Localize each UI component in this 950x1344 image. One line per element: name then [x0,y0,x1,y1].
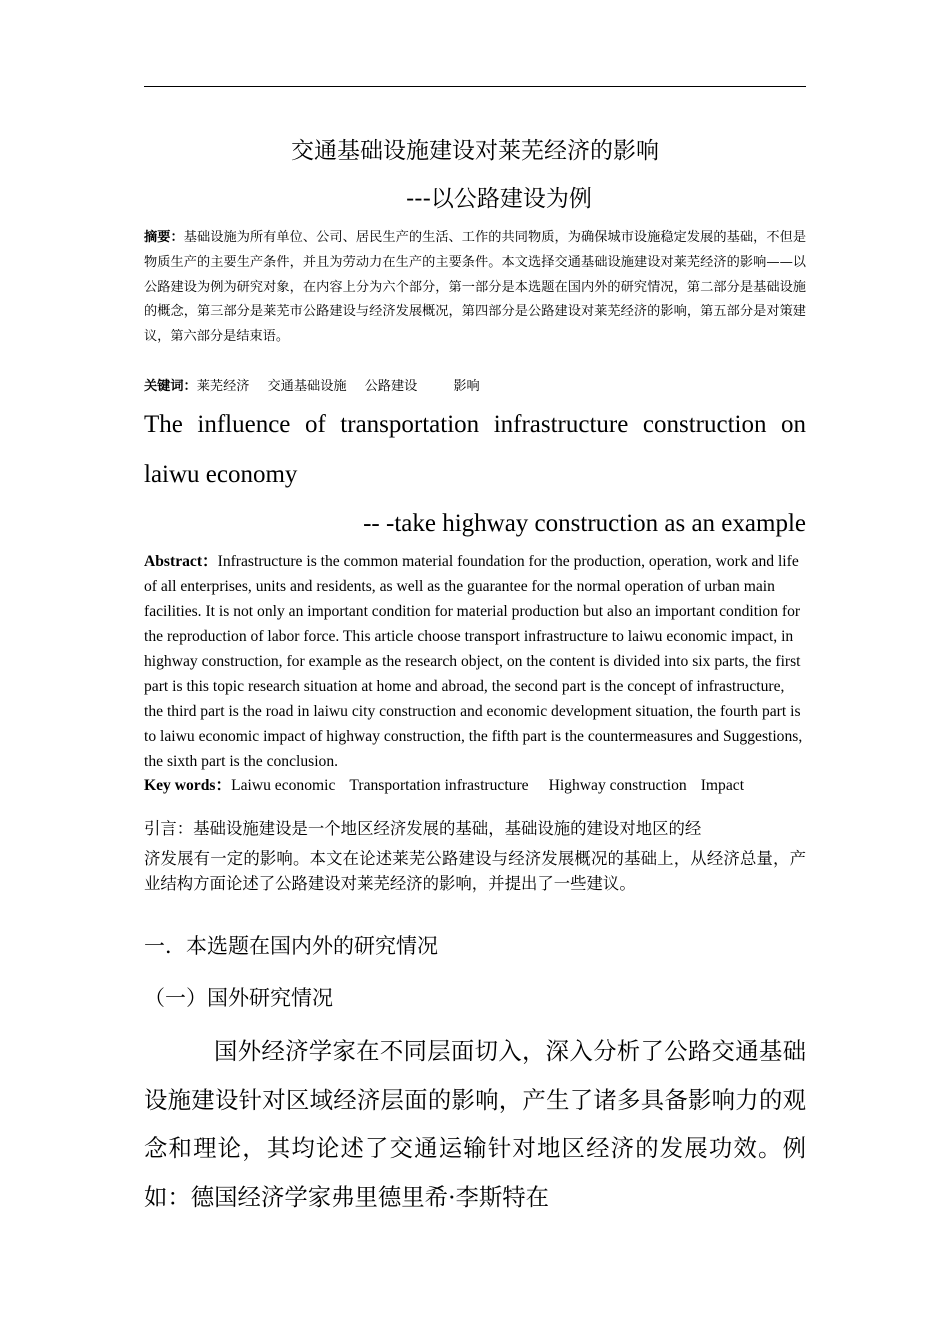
chinese-abstract-label: 摘要： [144,230,184,245]
chinese-keyword: 莱芜经济 [196,379,250,394]
english-title-line2: laiwu economy [144,461,298,488]
body-paragraph: 国外经济学家在不同层面切入，深入分析了公路交通基础设施建设针对区域经济层面的影响，产生了诸多具备影响力的观念和理论，其均论述了交通运输针对地区经济的发展功效。例如：德国经济学家弗里德里希·李斯特在 [144,1037,806,1211]
page-title: 交通基础设施建设对莱芜经济的影响 [291,138,659,164]
english-subtitle: -- -take highway construction as an example [363,510,806,537]
chinese-keywords [144,375,806,400]
english-title [144,400,806,500]
subsection-heading: （一）国外研究情况 [144,986,333,1010]
introduction-rest: 济发展有一定的影响。本文在论述莱芜公路建设与经济发展概况的基础上，从经济总量，产业结构方面论述了公路建设对莱芜经济的影响，并提出了一些建议。 [144,849,806,893]
english-keyword: Laiwu economic [231,777,336,794]
chinese-keywords-label: 关键词： [144,379,197,394]
introduction-label: 引言： [144,819,194,838]
introduction-line1: 基础设施建设是一个地区经济发展的基础，基础设施的建设对地区的经 [193,819,702,838]
chinese-keyword: 影响 [453,379,480,394]
english-keywords [144,773,806,798]
english-keyword: Impact [700,777,745,794]
english-title-line1: The influence of transportation infrastructure construction on [144,411,806,438]
chinese-abstract-text: 基础设施为所有单位、公司、居民生产的生活、工作的共同物质，为确保城市设施稳定发展的基础，不但是物质生产的主要生产条件，并且为劳动力在生产的主要条件。本文选择交通基础设施建设对莱芜经济的影响——以公路建设为例为研究对象，在内容上分为六个部分，第一部分是本选题在国内外的研究情况，第二部分是基础设施的概念，第三部分是莱芜市公路建设与经济发展概况，第四部分是公路建设对莱芜经济的影响，第五部分是对策建议，第六部分是结束语。 [144,230,807,345]
english-abstract [144,549,806,774]
section-heading: 一．本选题在国内外的研究情况 [144,934,438,958]
chinese-keyword: 公路建设 [364,379,418,394]
english-abstract-label: Abstract： [144,553,218,570]
page-subtitle: ---以公路建设为例 [406,186,592,212]
header-rule [144,86,806,87]
english-keywords-label: Key words： [144,777,232,794]
english-keyword: Highway construction [548,777,687,794]
english-abstract-text: Infrastructure is the common material foundation for the production, operation, work and life of all enterprises, units and residents, as well as the guarantee for the normal operation of urban main facilities. It is not only an important condition for material production but also an important condition for the reproduction of labor force. This article choose transport infrastructure to laiwu economic impact, in highway construction, for example as the research object, on the content is divided into six parts, the first part is this topic research situation at home and abroad, the second part is the concept of infrastructure, the third part is the road in laiwu city construction and economic development situation, the fourth part is to laiwu economic impact of highway construction, the fifth part is the countermeasures and Suggestions, the sixth part is the conclusion. [144,553,803,770]
english-keyword: Transportation infrastructure [349,777,529,794]
chinese-abstract [144,226,806,350]
introduction [144,812,806,896]
chinese-keyword: 交通基础设施 [267,379,347,394]
